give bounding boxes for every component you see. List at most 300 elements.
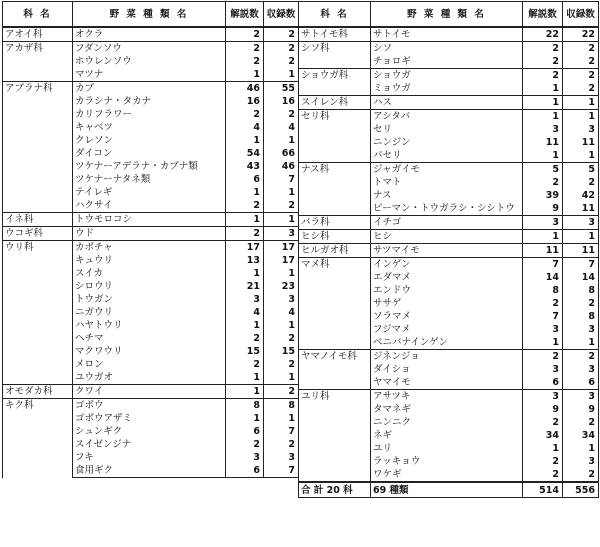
table-row: [299, 189, 599, 202]
table-row: [3, 68, 299, 82]
header-recorded: 収録数: [563, 2, 599, 28]
commentary-count: 8: [226, 399, 264, 413]
commentary-count: 11: [523, 136, 563, 149]
table-row: [3, 425, 299, 438]
vegetable-name: ニンジン: [371, 136, 523, 149]
commentary-count: 16: [226, 95, 264, 108]
family-cell: [299, 123, 371, 136]
family-cell: [299, 271, 371, 284]
table-row: [299, 55, 599, 69]
recorded-count: 3: [563, 390, 599, 404]
vegetable-name: マツナ: [73, 68, 226, 82]
table-row: [299, 244, 599, 258]
vegetable-name: ニンニク: [371, 416, 523, 429]
recorded-count: 11: [563, 202, 599, 216]
family-cell: [3, 147, 73, 160]
recorded-count: 1: [264, 68, 299, 82]
vegetable-name: ユウガオ: [73, 371, 226, 385]
recorded-count: 1: [264, 319, 299, 332]
commentary-count: 2: [523, 176, 563, 189]
table-row: [3, 134, 299, 147]
commentary-count: 1: [226, 267, 264, 280]
recorded-count: 9: [563, 403, 599, 416]
table-row: [299, 468, 599, 482]
commentary-count: 8: [523, 284, 563, 297]
commentary-count: 3: [523, 216, 563, 230]
vegetable-name: アサツキ: [371, 390, 523, 404]
recorded-count: 2: [563, 416, 599, 429]
commentary-count: 1: [226, 213, 264, 227]
vegetable-name: ユリ: [371, 442, 523, 455]
commentary-count: 15: [226, 345, 264, 358]
family-cell: [299, 189, 371, 202]
vegetable-name: フジマメ: [371, 323, 523, 336]
vegetable-name: ヤマイモ: [371, 376, 523, 390]
commentary-count: 1: [226, 385, 264, 399]
commentary-count: 4: [226, 306, 264, 319]
family-cell: [299, 323, 371, 336]
vegetable-name: ハヤトウリ: [73, 319, 226, 332]
recorded-count: 2: [264, 55, 299, 68]
table-row: [3, 358, 299, 371]
vegetable-name: タマネギ: [371, 403, 523, 416]
table-row: [3, 438, 299, 451]
vegetable-name: フダンソウ: [73, 42, 226, 56]
table-row: [299, 69, 599, 83]
table-row: [3, 147, 299, 160]
recorded-count: 8: [563, 310, 599, 323]
vegetable-name: ゴボウアザミ: [73, 412, 226, 425]
vegetable-name: ササゲ: [371, 297, 523, 310]
vegetable-name: エンドウ: [371, 284, 523, 297]
family-cell: [299, 149, 371, 163]
family-cell: アカザ科: [3, 42, 73, 56]
family-cell: セリ科: [299, 110, 371, 124]
vegetable-name: スイカ: [73, 267, 226, 280]
table-row: [299, 110, 599, 124]
recorded-count: 1: [563, 230, 599, 244]
family-cell: ナス科: [299, 163, 371, 177]
commentary-count: 2: [226, 332, 264, 345]
commentary-count: 54: [226, 147, 264, 160]
commentary-count: 1: [226, 68, 264, 82]
family-cell: [299, 176, 371, 189]
family-cell: [299, 403, 371, 416]
commentary-count: 1: [226, 186, 264, 199]
family-cell: [3, 55, 73, 68]
table-row: [299, 323, 599, 336]
table-row: [3, 27, 299, 42]
vegetable-family-table: [2, 1, 598, 546]
vegetable-name: テイレギ: [73, 186, 226, 199]
family-cell: ユリ科: [299, 390, 371, 404]
table-row: [3, 280, 299, 293]
vegetable-name: ワケギ: [371, 468, 523, 482]
family-cell: アブラナ科: [3, 82, 73, 96]
commentary-count: 2: [523, 69, 563, 83]
recorded-count: 2: [563, 468, 599, 482]
commentary-count: 7: [523, 258, 563, 272]
commentary-count: 5: [523, 163, 563, 177]
recorded-count: 2: [563, 297, 599, 310]
vegetable-name: ハス: [371, 96, 523, 110]
table-row: [3, 82, 299, 96]
recorded-count: 23: [264, 280, 299, 293]
table-row: [299, 123, 599, 136]
recorded-count: 2: [264, 332, 299, 345]
total-vegetable: 69 種類: [371, 482, 523, 498]
commentary-count: 1: [226, 319, 264, 332]
vegetable-name: ニガウリ: [73, 306, 226, 319]
vegetable-name: キャベツ: [73, 121, 226, 134]
table-row: [299, 284, 599, 297]
commentary-count: 6: [226, 173, 264, 186]
family-cell: [3, 254, 73, 267]
header-family: 科 名: [299, 2, 371, 28]
vegetable-name: クレソン: [73, 134, 226, 147]
commentary-count: 13: [226, 254, 264, 267]
family-cell: [299, 455, 371, 468]
vegetable-name: シロウリ: [73, 280, 226, 293]
recorded-count: 1: [264, 186, 299, 199]
recorded-count: 2: [563, 42, 599, 56]
recorded-count: 8: [563, 284, 599, 297]
family-cell: [3, 319, 73, 332]
family-cell: ヒルガオ科: [299, 244, 371, 258]
family-cell: ウリ科: [3, 241, 73, 255]
vegetable-name: ベニバナインゲン: [371, 336, 523, 350]
table-row: [299, 336, 599, 350]
commentary-count: 3: [523, 123, 563, 136]
recorded-count: 1: [563, 442, 599, 455]
recorded-count: 2: [563, 176, 599, 189]
recorded-count: 1: [563, 110, 599, 124]
commentary-count: 34: [523, 429, 563, 442]
recorded-count: 2: [264, 27, 299, 42]
table-right-half: [298, 1, 599, 498]
commentary-count: 6: [523, 376, 563, 390]
vegetable-name: シュンギク: [73, 425, 226, 438]
recorded-count: 1: [264, 371, 299, 385]
family-cell: シソ科: [299, 42, 371, 56]
recorded-count: 3: [563, 216, 599, 230]
commentary-count: 46: [226, 82, 264, 96]
recorded-count: 4: [264, 306, 299, 319]
table-row: [3, 412, 299, 425]
table-row: [299, 163, 599, 177]
vegetable-name: ソラマメ: [371, 310, 523, 323]
table-row: [299, 149, 599, 163]
table-row: [299, 216, 599, 230]
table-row: [299, 176, 599, 189]
commentary-count: 2: [226, 27, 264, 42]
family-cell: [299, 284, 371, 297]
recorded-count: 1: [264, 412, 299, 425]
table-row: [299, 429, 599, 442]
vegetable-name: ラッキョウ: [371, 455, 523, 468]
table-row: [299, 258, 599, 272]
vegetable-name: ツケナーアデラナ・カブナ類: [73, 160, 226, 173]
table-row: [3, 345, 299, 358]
family-cell: [3, 186, 73, 199]
total-recorded: 556: [563, 482, 599, 498]
vegetable-name: ゴボウ: [73, 399, 226, 413]
family-cell: [299, 297, 371, 310]
vegetable-name: シソ: [371, 42, 523, 56]
commentary-count: 17: [226, 241, 264, 255]
table-row: [3, 267, 299, 280]
table-row: [3, 121, 299, 134]
table-row: [3, 160, 299, 173]
commentary-count: 6: [226, 464, 264, 478]
family-cell: オモダカ科: [3, 385, 73, 399]
total-commentary: 514: [523, 482, 563, 498]
table-row: [3, 399, 299, 413]
table-row: [299, 27, 599, 42]
table-row: [3, 451, 299, 464]
recorded-count: 11: [563, 136, 599, 149]
recorded-count: 3: [264, 293, 299, 306]
table-right-body: [299, 27, 599, 482]
recorded-count: 3: [264, 451, 299, 464]
family-cell: [3, 199, 73, 213]
commentary-count: 7: [523, 310, 563, 323]
table-row: [299, 136, 599, 149]
table-row: [299, 416, 599, 429]
family-cell: [3, 121, 73, 134]
table-row: [299, 455, 599, 468]
recorded-count: 1: [264, 213, 299, 227]
vegetable-name: カボチャ: [73, 241, 226, 255]
recorded-count: 1: [264, 134, 299, 147]
vegetable-name: カラシナ・タカナ: [73, 95, 226, 108]
recorded-count: 1: [264, 267, 299, 280]
commentary-count: 2: [523, 42, 563, 56]
commentary-count: 1: [523, 96, 563, 110]
recorded-count: 8: [264, 399, 299, 413]
commentary-count: 2: [226, 358, 264, 371]
vegetable-name: ダイショ: [371, 363, 523, 376]
recorded-count: 3: [563, 323, 599, 336]
table-row: [3, 95, 299, 108]
family-cell: バラ科: [299, 216, 371, 230]
commentary-count: 43: [226, 160, 264, 173]
family-cell: [3, 68, 73, 82]
table-row: [299, 310, 599, 323]
recorded-count: 42: [563, 189, 599, 202]
family-cell: [299, 55, 371, 69]
vegetable-name: ヘチマ: [73, 332, 226, 345]
family-cell: [3, 371, 73, 385]
family-cell: [3, 345, 73, 358]
table-row: [3, 319, 299, 332]
recorded-count: 2: [264, 358, 299, 371]
recorded-count: 3: [563, 455, 599, 468]
vegetable-name: サトイモ: [371, 27, 523, 42]
family-cell: [3, 173, 73, 186]
table-row: [3, 371, 299, 385]
table-row: [3, 173, 299, 186]
family-cell: ウコギ科: [3, 227, 73, 241]
recorded-count: 66: [264, 147, 299, 160]
recorded-count: 2: [563, 82, 599, 96]
commentary-count: 3: [226, 451, 264, 464]
vegetable-name: マクワウリ: [73, 345, 226, 358]
family-cell: [299, 468, 371, 482]
recorded-count: 5: [563, 163, 599, 177]
commentary-count: 3: [226, 293, 264, 306]
recorded-count: 2: [563, 69, 599, 83]
recorded-count: 3: [563, 363, 599, 376]
table-row: [3, 464, 299, 478]
table-left-half: [2, 1, 299, 478]
recorded-count: 3: [563, 123, 599, 136]
vegetable-name: ツケナーナタネ類: [73, 173, 226, 186]
commentary-count: 1: [523, 110, 563, 124]
commentary-count: 3: [523, 323, 563, 336]
recorded-count: 7: [264, 464, 299, 478]
vegetable-name: セリ: [371, 123, 523, 136]
commentary-count: 22: [523, 27, 563, 42]
table-left-body: [3, 27, 299, 478]
vegetable-name: チョロギ: [371, 55, 523, 69]
vegetable-name: サツマイモ: [371, 244, 523, 258]
family-cell: [299, 442, 371, 455]
family-cell: マメ科: [299, 258, 371, 272]
family-cell: [3, 438, 73, 451]
commentary-count: 2: [226, 108, 264, 121]
commentary-count: 2: [523, 455, 563, 468]
recorded-count: 17: [264, 241, 299, 255]
commentary-count: 2: [523, 350, 563, 364]
commentary-count: 1: [523, 336, 563, 350]
vegetable-name: ウド: [73, 227, 226, 241]
recorded-count: 7: [264, 425, 299, 438]
vegetable-name: ジネンジョ: [371, 350, 523, 364]
vegetable-name: 食用ギク: [73, 464, 226, 478]
table-row: [299, 202, 599, 216]
vegetable-name: キュウリ: [73, 254, 226, 267]
vegetable-name: フキ: [73, 451, 226, 464]
header-recorded: 収録数: [264, 2, 299, 28]
family-cell: [3, 425, 73, 438]
vegetable-name: ナス: [371, 189, 523, 202]
family-cell: キク科: [3, 399, 73, 413]
table-row: [299, 442, 599, 455]
table-row: [299, 42, 599, 56]
table-row: [3, 108, 299, 121]
table-row: [299, 363, 599, 376]
family-cell: [3, 332, 73, 345]
commentary-count: 3: [523, 363, 563, 376]
family-cell: [299, 202, 371, 216]
table-row: [299, 350, 599, 364]
recorded-count: 46: [264, 160, 299, 173]
recorded-count: 17: [264, 254, 299, 267]
family-cell: [299, 310, 371, 323]
table-row: [3, 55, 299, 68]
commentary-count: 2: [226, 227, 264, 241]
commentary-count: 2: [523, 297, 563, 310]
recorded-count: 2: [563, 350, 599, 364]
commentary-count: 2: [226, 199, 264, 213]
commentary-count: 3: [523, 390, 563, 404]
table-row: [3, 227, 299, 241]
commentary-count: 2: [226, 55, 264, 68]
family-cell: [3, 108, 73, 121]
family-cell: [3, 358, 73, 371]
commentary-count: 11: [523, 244, 563, 258]
recorded-count: 2: [264, 385, 299, 399]
family-cell: [299, 136, 371, 149]
commentary-count: 1: [226, 371, 264, 385]
table-row: [3, 306, 299, 319]
vegetable-name: ショウガ: [371, 69, 523, 83]
recorded-count: 6: [563, 376, 599, 390]
recorded-count: 3: [264, 227, 299, 241]
family-cell: [3, 293, 73, 306]
vegetable-name: ジャガイモ: [371, 163, 523, 177]
header-commentary: 解説数: [523, 2, 563, 28]
family-cell: [3, 267, 73, 280]
commentary-count: 1: [523, 230, 563, 244]
commentary-count: 1: [226, 134, 264, 147]
table-row: [3, 186, 299, 199]
table-row: [299, 96, 599, 110]
recorded-count: 55: [264, 82, 299, 96]
family-cell: スイレン科: [299, 96, 371, 110]
commentary-count: 1: [523, 149, 563, 163]
recorded-count: 2: [563, 55, 599, 69]
family-cell: [299, 336, 371, 350]
commentary-count: 2: [226, 42, 264, 56]
commentary-count: 9: [523, 202, 563, 216]
recorded-count: 34: [563, 429, 599, 442]
commentary-count: 1: [226, 412, 264, 425]
table-row: [3, 385, 299, 399]
vegetable-name: メロン: [73, 358, 226, 371]
family-cell: [299, 376, 371, 390]
table-row: [3, 42, 299, 56]
commentary-count: 1: [523, 442, 563, 455]
vegetable-name: トマト: [371, 176, 523, 189]
vegetable-name: ダイコン: [73, 147, 226, 160]
vegetable-name: インゲン: [371, 258, 523, 272]
vegetable-name: クワイ: [73, 385, 226, 399]
family-cell: [3, 280, 73, 293]
header-commentary: 解説数: [226, 2, 264, 28]
vegetable-name: トウモロコシ: [73, 213, 226, 227]
table-row: [299, 376, 599, 390]
vegetable-name: トウガン: [73, 293, 226, 306]
table-row: [3, 254, 299, 267]
vegetable-name: パセリ: [371, 149, 523, 163]
commentary-count: 21: [226, 280, 264, 293]
table-row: [3, 213, 299, 227]
recorded-count: 15: [264, 345, 299, 358]
table-row: [299, 230, 599, 244]
family-cell: ショウガ科: [299, 69, 371, 83]
vegetable-name: カブ: [73, 82, 226, 96]
recorded-count: 2: [264, 108, 299, 121]
family-cell: [3, 464, 73, 478]
vegetable-name: ミョウガ: [371, 82, 523, 96]
family-cell: [299, 429, 371, 442]
recorded-count: 7: [264, 173, 299, 186]
table-row: [3, 199, 299, 213]
vegetable-name: ネギ: [371, 429, 523, 442]
commentary-count: 2: [523, 55, 563, 69]
